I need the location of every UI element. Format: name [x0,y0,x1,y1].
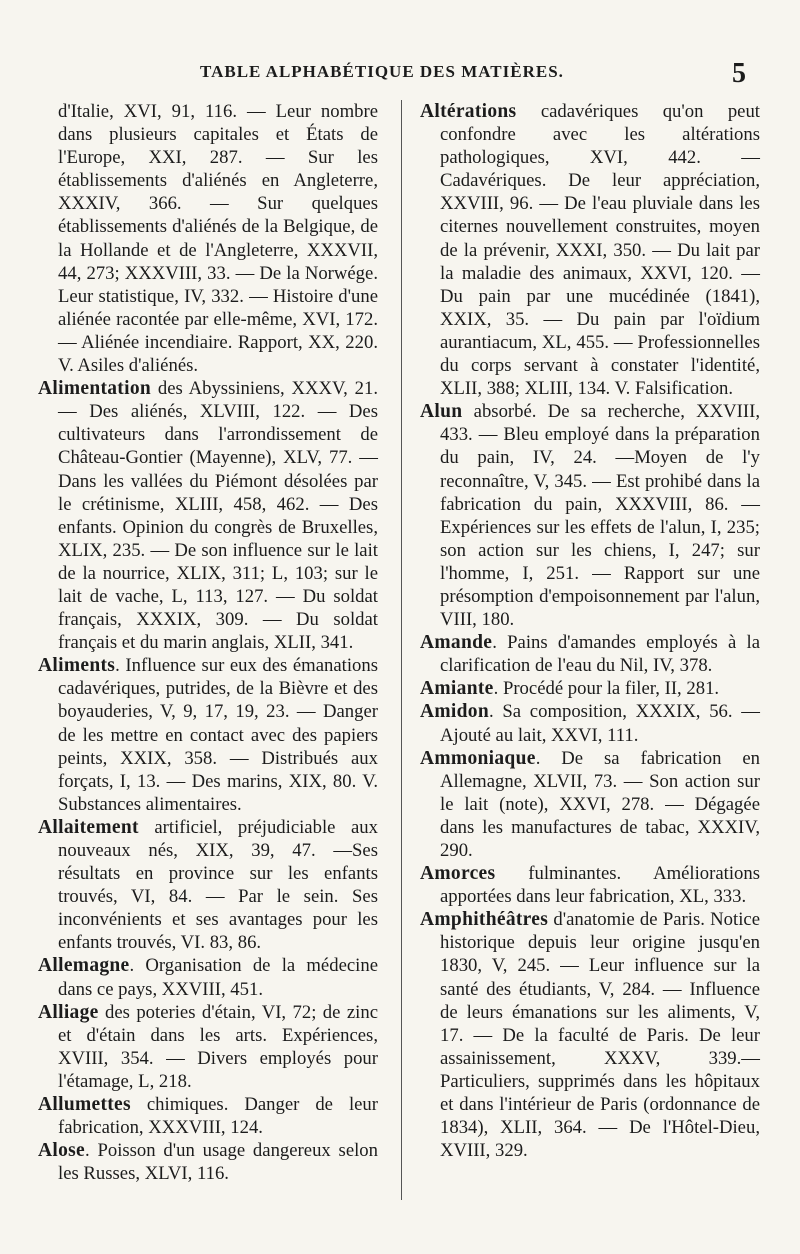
index-text: absorbé. De sa recherche, XXVIII, 433. — Bleu employé dans la préparation du pain, IV, 24. —Moyen de l'y reconnaître, V, 345. — Est prohibé dans la fabrication du pain, XXXVIII, 86. — Expériences sur les effets de l'alun, I, 235; son action sur les chiens, I, 247; sur l'homme, I, 251. — Rapport sur une présomption d'empoisonnement par l'alun, VIII, 180. [440,401,760,631]
index-term: Allemagne [38,955,130,977]
index-entry [420,747,760,862]
index-entry [420,908,760,1162]
index-entry [38,816,378,955]
index-term: Allumettes [38,1094,131,1116]
column-divider [401,100,402,1200]
index-entry [420,631,760,677]
left-column [38,100,378,1185]
index-text: . Influence sur eux des émanations cadavériques, putrides, de la Bièvre et des boyauderies, V, 9, 17, 19, 23. — Danger de les mettre en contact avec des papiers peints, XXIX, 358. — Distribués aux forçats, I, 13. — Des marins, XIX, 80. V. Substances alimentaires. [58,655,378,815]
index-term: Alose [38,1140,85,1162]
index-entry [38,654,378,816]
index-text: . Poisson d'un usage dangereux selon les Russes, XLVI, 116. [58,1140,378,1185]
index-entry [420,100,760,400]
index-entry [38,377,378,654]
index-term: Amiante [420,678,494,700]
index-term: Alliage [38,1001,99,1023]
index-text: . De sa fabrication en Allemagne, XLVII, 73. — Son action sur le lait (note), XXVI, 278. — Dégagée dans les manufactures de tabac, XXXIV, 290. [440,747,760,861]
index-entry [420,400,760,631]
index-entry [38,954,378,1000]
index-term: Alun [420,401,463,423]
index-term: Amande [420,632,493,654]
index-entry [38,1001,378,1093]
page-number: 5 [732,58,746,89]
page-title: TABLE ALPHABÉTIQUE DES MATIÈRES. [200,62,564,81]
page-header [0,58,800,88]
index-text: artificiel, préjudiciable aux nouveaux nés, XIX, 39, 47. —Ses résultats en province sur les enfants trouvés, VI, 84. — Par le sein. Ses inconvénients et ses avantages pour les enfants trouvés, VI. 83, 86. [58,816,378,954]
right-column [420,100,760,1162]
index-text: cadavériques qu'on peut confondre avec les altérations pathologiques, XVI, 442. — Cadavériques. De leur appréciation, XXVIII, 96. — De l'eau pluviale dans les citernes nouvellement construites, moyen de la prévenir, XXXI, 350. — Du lait par la maladie des animaux, XXVI, 120. — Du pain par une mucédinée (1841), XXIX, 35. — Du pain par l'oïdium aurantiacum, XL, 455. — Professionnelles du corps servant à constater l'identité, XLII, 388; XLIII, 134. V. Falsification. [440,101,760,400]
index-entry [420,677,760,700]
index-text: . Procédé pour la filer, II, 281. [493,678,720,700]
index-term: Alimentation [38,378,152,400]
index-term: Amidon [420,701,489,723]
index-term: Amorces [420,863,496,885]
index-term: Ammoniaque [420,747,536,769]
index-text: des Abyssiniens, XXXV, 21.— Des aliénés, XLVIII, 122. — Des cultivateurs dans l'arrondissement de Château-Gontier (Mayenne), XLV, 77. — Dans les vallées du Piémont désolées par le crétinisme, XLIII, 458, 462. — Des enfants. Opinion du congrès de Bruxelles, XLIX, 235. — De son influence sur le lait de la nourrice, XLIX, 311; L, 103; sur le lait de vache, L, 113, 127. — Du soldat français, XXXIX, 309. — Du soldat français et du marin anglais, XLII, 341. [58,378,378,654]
index-text: chimiques. Danger de leur fabrication, XXXVIII, 124. [58,1094,378,1139]
index-entry [420,700,760,746]
index-entry [38,1093,378,1139]
index-entry [38,1139,378,1185]
index-text: . Organisation de la médecine dans ce pays, XXVIII, 451. [58,955,378,1000]
index-term: Altérations [420,101,517,122]
index-text: d'anatomie de Paris. Notice historique depuis leur origine jusqu'en 1830, V, 245. — Leur influence sur la santé des étudiants, V, 284. — Influence de leurs émanations sur les aliments, V, 17. — De la faculté de Paris. De leur assainissement, XXXV, 339.— Particuliers, supprimés dans les hôpitaux et dans l'intérieur de Paris (ordonnance de 1834), XLII, 364. — De l'Hôtel-Dieu, XVIII, 329. [440,909,760,1162]
index-entry [420,862,760,908]
index-text: fulminantes. Améliorations apportées dans leur fabrication, XL, 333. [440,863,760,908]
index-term: Allaitement [38,816,139,838]
index-text: d'Italie, XVI, 91, 116. — Leur nombre dans plusieurs capitales et États de l'Europe, XXI, 287. — Sur les établissements d'aliénés en Angleterre, XXXIV, 366. — Sur quelques établissements d'aliénés de la Belgique, de la Hollande et de l'Angleterre, XXXVII, 44, 273; XXXVIII, 33. — De la Norwége. Leur statistique, IV, 332. — Histoire d'une aliénée racontée par elle-même, XVI, 172. — Aliénée incendiaire. Rapport, XX, 220. V. Asiles d'aliénés. [58,101,378,377]
index-text: . Pains d'amandes employés à la clarification de l'eau du Nil, IV, 378. [440,632,760,677]
index-text: . Sa composition, XXXIX, 56. — Ajouté au lait, XXVI, 111. [440,701,760,746]
index-term: Aliments [38,655,116,677]
index-text: des poteries d'étain, VI, 72; de zinc et d'étain dans les arts. Expériences, XVIII, 354. — Divers employés pour l'étamage, L, 218. [58,1001,378,1092]
index-entry [38,100,378,377]
index-term: Amphithéâtres [420,909,549,931]
